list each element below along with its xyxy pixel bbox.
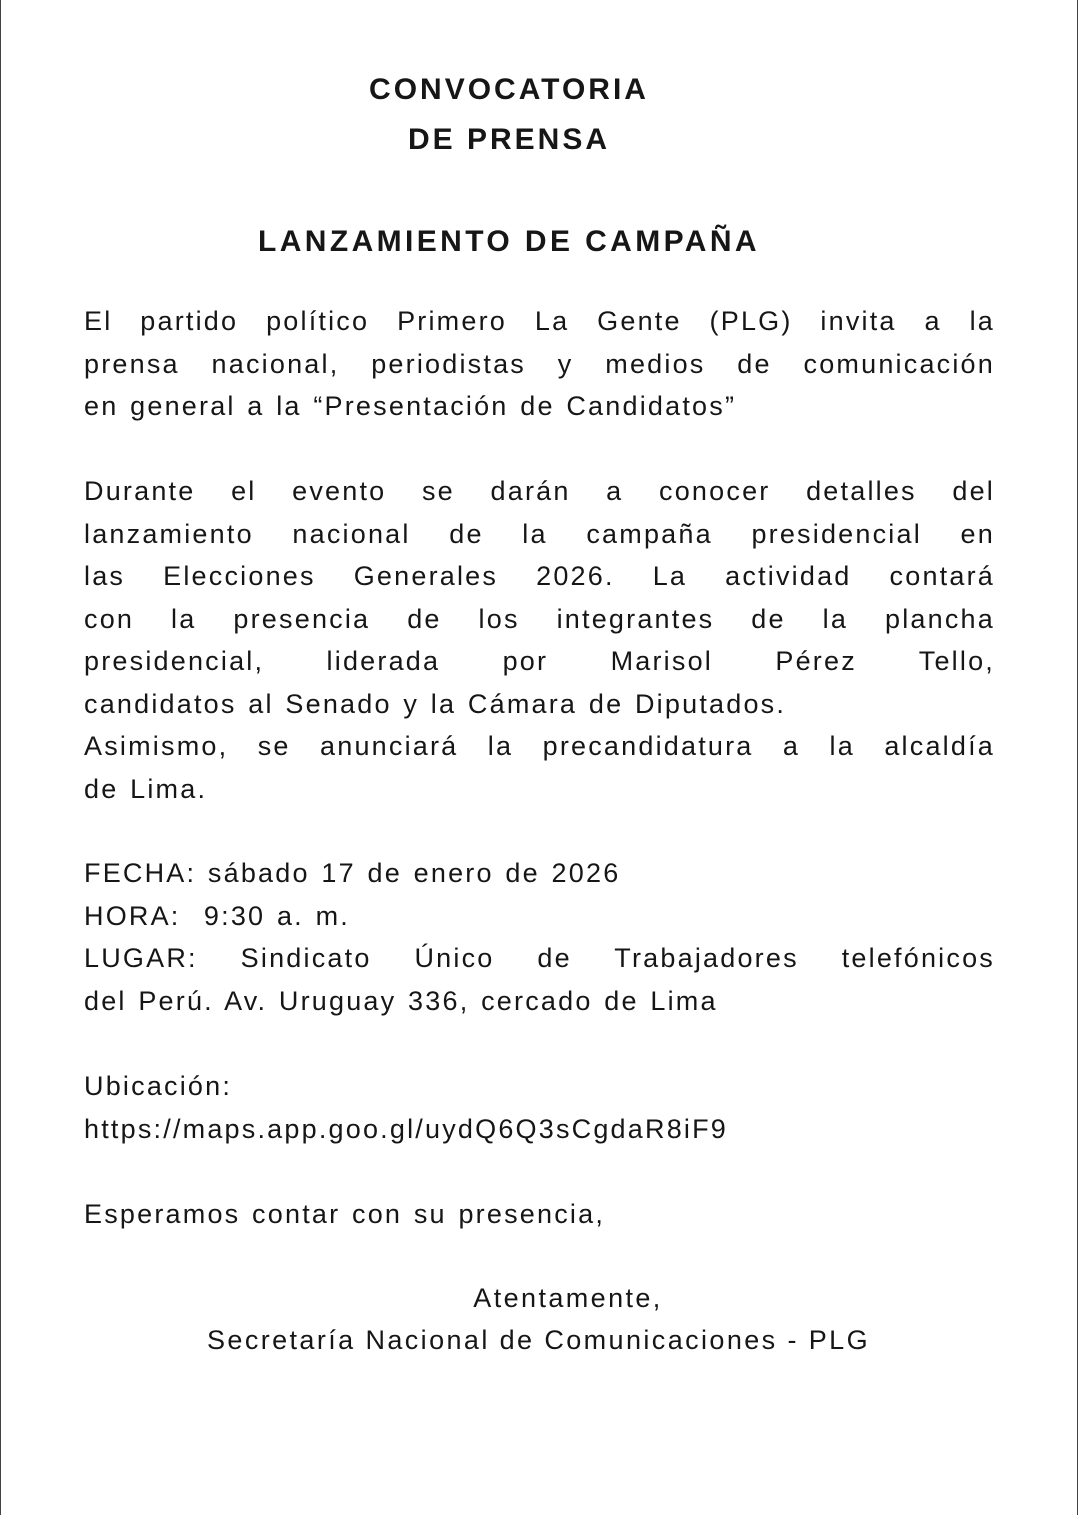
details-line: Asimismo, se anunciará la precandidatura a la alcaldía [84,731,995,761]
title-line-2: DE PRENSA [407,123,611,156]
event-time: HORA: 9:30 a. m. [84,900,350,931]
details-line: presidencial, liderada por Marisol Pérez Tello, [84,646,995,676]
signature-salutation: Atentamente, [473,1283,663,1313]
location-label: Ubicación: [84,1071,233,1101]
intro-line: El partido político Primero La Gente (PLG) invita a la [84,306,995,336]
event-place-line-1: LUGAR: Sindicato Único de Trabajadores telefónicos [84,943,995,973]
subtitle: LANZAMIENTO DE CAMPAÑA [257,225,760,258]
details-line: Durante el evento se darán a conocer detalles del [84,476,995,506]
signature-sender: Secretaría Nacional de Comunicaciones - PLG [207,1325,870,1355]
location-link[interactable]: https://maps.app.goo.gl/uydQ6Q3sCgdaR8iF9 [84,1113,729,1144]
event-info [84,852,995,1022]
details-line: las Elecciones Generales 2026. La actividad contará [84,561,995,591]
event-date: FECHA: sábado 17 de enero de 2026 [84,858,621,888]
location-info [84,1065,995,1150]
closing-text: Esperamos contar con su presencia, [84,1199,606,1229]
intro-line: en general a la “Presentación de Candidatos” [84,391,737,421]
details-line: con la presencia de los integrantes de la plancha [84,603,995,634]
closing-paragraph [84,1193,995,1236]
event-place-line-2: del Perú. Av. Uruguay 336, cercado de Lima [84,985,718,1016]
details-line: de Lima. [84,773,208,804]
details-paragraph [84,470,995,810]
intro-line: prensa nacional, periodistas y medios de comunicación [84,348,995,379]
title-line-1: CONVOCATORIA [369,73,649,106]
details-line: candidatos al Senado y la Cámara de Diputados. [84,688,787,719]
intro-paragraph [84,300,995,428]
details-line: lanzamiento nacional de la campaña presidencial en [84,518,995,549]
